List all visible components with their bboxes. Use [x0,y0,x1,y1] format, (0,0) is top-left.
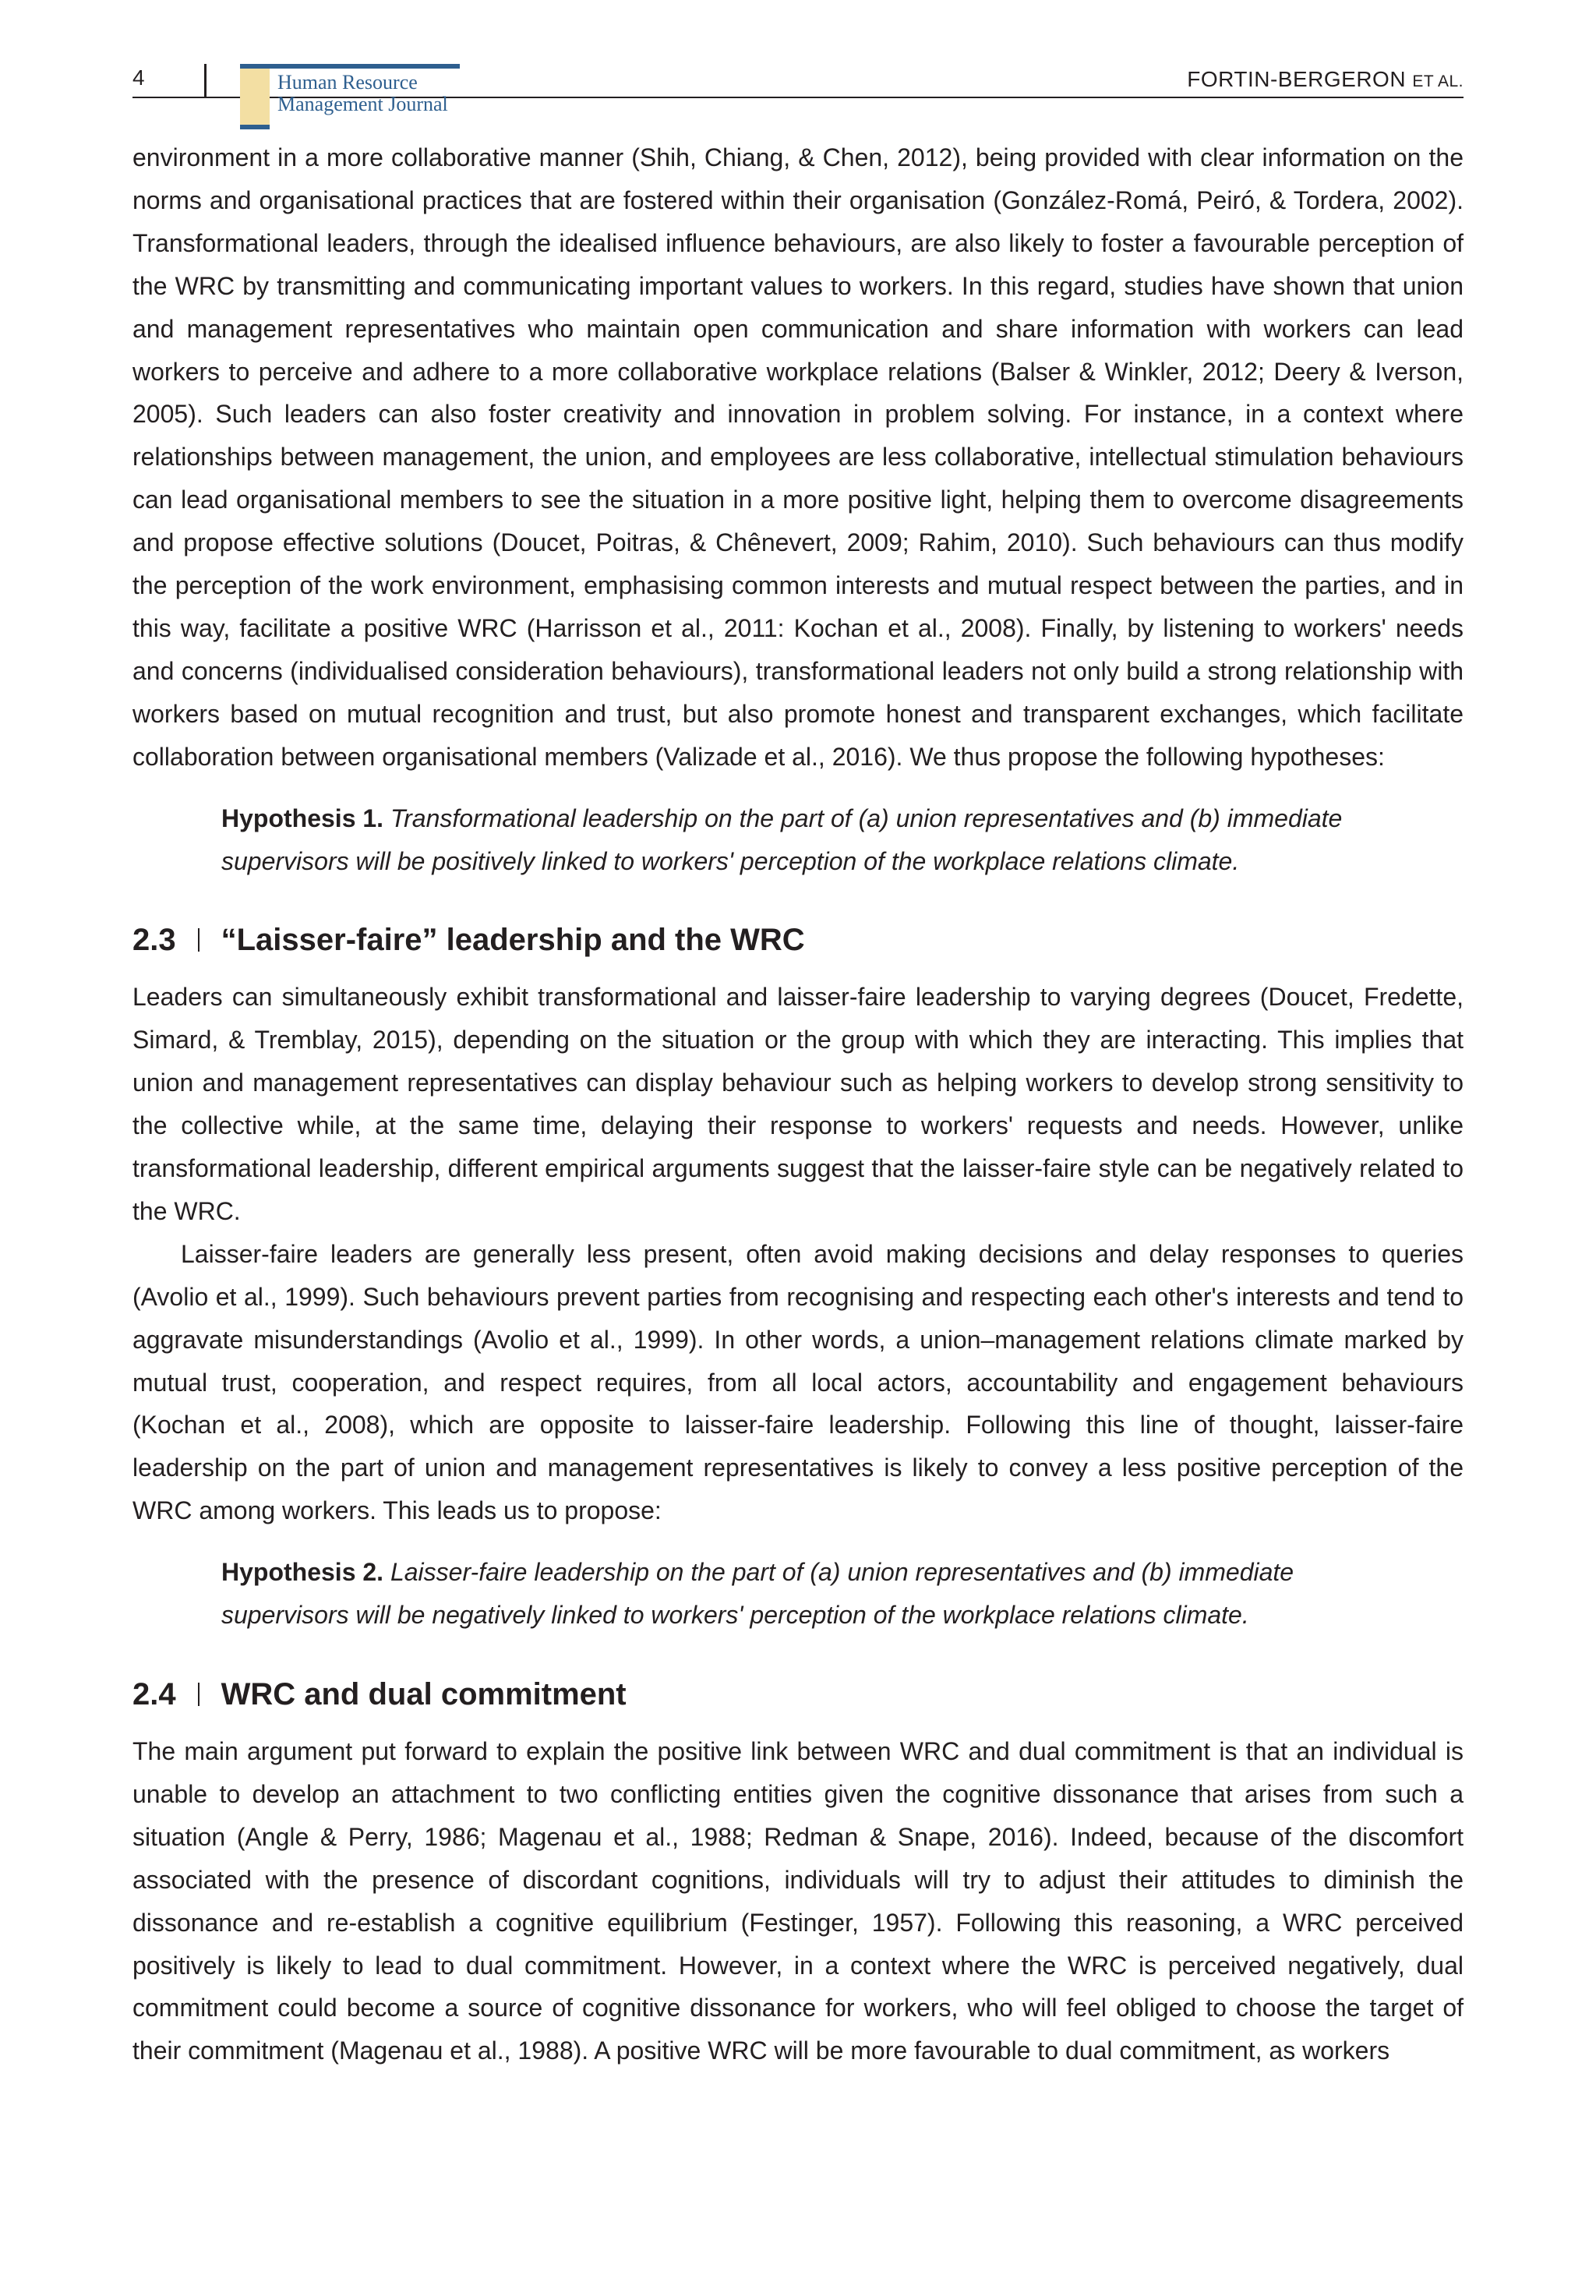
logo-line-2: Management Journal [277,93,448,115]
hypothesis-2-label: Hypothesis 2. [221,1558,384,1587]
logo-text [277,72,448,115]
section-heading-2-4 [132,1673,1464,1716]
logo-gold-block [240,69,270,125]
running-head-et-al: ET AL. [1412,72,1464,90]
hypothesis-2-text: Laisser-faire leadership on the part of (a) union representatives and (b) immediate supervisors will be negatively linked to workers' perception of the workplace relations climate. [221,1558,1294,1630]
page-number: 4 [132,65,145,90]
section-title: WRC and dual commitment [221,1677,627,1711]
hypothesis-1-label: Hypothesis 1. [221,804,384,832]
journal-logo [240,64,460,129]
running-head-authors: FORTIN-BERGERON [1187,67,1407,91]
body-paragraph-4: The main argument put forward to explain the positive link between WRC and dual commitment is that an individual is unable to develop an attachment to two conflicting entities given the cognitive dissonance that arises from such a situation (Angle & Perry, 1986; Magenau et al., 1988; Redman & Snape, 2016). Indeed, because of the discomfort associated with the presence of discordant cognitions, individuals will try to adjust their attitudes to diminish the dissonance and re-establish a cognitive equilibrium (Festinger, 1957). Following this reasoning, a WRC perceived positively is likely to lead to dual commitment. However, in a context where the WRC is perceived negatively, dual commitment could become a source of cognitive dissonance for workers, who will feel obliged to choose the target of their commitment (Magenau et al., 1988). A positive WRC will be more favourable to dual commitment, as workers [132,1737,1464,2065]
logo-bottom-bar [240,125,270,129]
page-header [0,0,1596,140]
logo-line-1: Human Resource [277,71,418,94]
header-divider-tick [204,64,207,98]
body-paragraph-1: environment in a more collaborative manner (Shih, Chiang, & Chen, 2012), being provided with clear information on the norms and organisational practices that are fostered within their organisation (González-Romá, Peiró, & Tordera, 2002). Transformational leaders, through the idealised influence behaviours, are also likely to foster a favourable perception of the WRC by transmitting and communicating important values to workers. In this regard, studies have shown that union and management representatives who maintain open communication and share information with workers can lead workers to perceive and adhere to a more collaborative workplace relations (Balser & Winkler, 2012; Deery & Iverson, 2005). Such leaders can also foster creativity and innovation in problem solving. For instance, in a context where relationships between management, the union, and employees are less collaborative, intellectual stimulation behaviours can lead organisational members to see the situation in a more positive light, helping them to overcome disagreements and propose effective solutions (Doucet, Poitras, & Chênevert, 2009; Rahim, 2010). Such behaviours can thus modify the perception of the work environment, emphasising common interests and mutual respect between the parties, and in this way, facilitate a positive WRC (Harrisson et al., 2011: Kochan et al., 2008). Finally, by listening to workers' needs and concerns (individualised consideration behaviours), transformational leaders not only build a strong relationship with workers based on mutual recognition and trust, but also promote honest and transparent exchanges, which facilitate collaboration between organisational members (Valizade et al., 2016). We thus propose the following hypotheses: [132,143,1464,771]
section-heading-2-3 [132,918,1464,962]
heading-separator [198,928,200,952]
hypothesis-2 [221,1551,1373,1637]
section-number: 2.4 [132,1677,176,1711]
hypothesis-1 [221,797,1373,883]
logo-top-bar [240,64,460,69]
body-paragraph-2: Leaders can simultaneously exhibit transformational and laisser-faire leadership to varying degrees (Doucet, Fredette, Simard, & Tremblay, 2015), depending on the situation or the group with which they are interacting. This implies that union and management representatives can display behaviour such as helping workers to develop strong sensitivity to the collective while, at the same time, delaying their response to workers' requests and needs. However, unlike transformational leadership, different empirical arguments suggest that the laisser-faire style can be negatively related to the WRC. [132,983,1464,1225]
running-head [1187,69,1464,90]
hypothesis-1-text: Transformational leadership on the part of (a) union representatives and (b) immediate supervisors will be positively linked to workers' perception of the workplace relations climate. [221,804,1343,875]
body-paragraph-3: Laisser-faire leaders are generally less present, often avoid making decisions and delay responses to queries (Avolio et al., 1999). Such behaviours prevent parties from recognising and respecting each other's interests and tend to aggravate misunderstandings (Avolio et al., 1999). In other words, a union–management relations climate marked by mutual trust, cooperation, and respect requires, from all local actors, accountability and engagement behaviours (Kochan et al., 2008), which are opposite to laisser-faire leadership. Following this line of thought, laisser-faire leadership on the part of union and management representatives is likely to convey a less positive perception of the WRC among workers. This leads us to propose: [132,1239,1464,1525]
article-body [132,136,1464,2072]
heading-separator [198,1683,200,1706]
section-number: 2.3 [132,923,176,958]
section-title: “Laisser-faire” leadership and the WRC [221,923,805,958]
